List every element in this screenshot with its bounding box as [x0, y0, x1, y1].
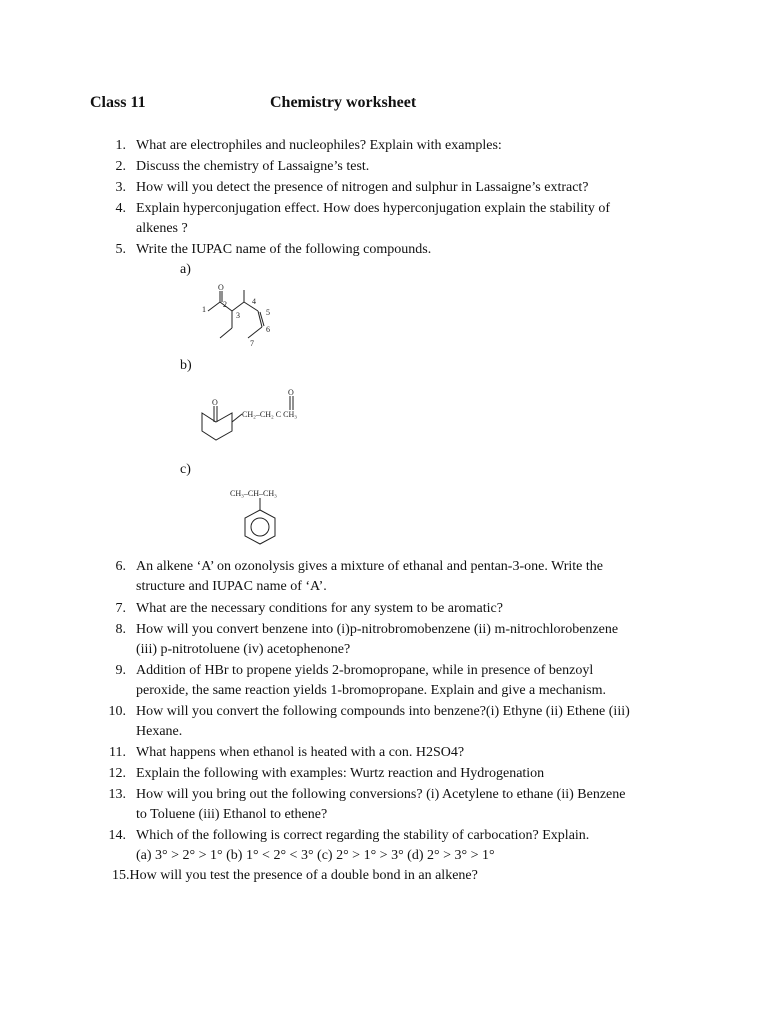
structure-a — [196, 282, 286, 352]
question-text: (a) 3° > 2° > 1° (b) 1° < 2° < 3° (c) 2° > 1° > 3° (d) 2° > 3° > 1° — [136, 848, 495, 863]
structure-a-label: 6 — [266, 325, 270, 334]
question-text: What are the necessary conditions for any system to be aromatic? — [136, 601, 503, 616]
question-number: 5. — [115, 242, 126, 257]
question-text: to Toluene (iii) Ethanol to ethene? — [136, 807, 328, 822]
question-text: What happens when ethanol is heated with a con. H2SO4? — [136, 745, 465, 760]
sublabel-a: a) — [180, 262, 191, 277]
structure-b-oxygen: O — [212, 398, 218, 407]
question-text: alkenes ? — [136, 221, 188, 236]
question-text: Discuss the chemistry of Lassaigne’s test. — [136, 159, 370, 174]
question-text: Addition of HBr to propene yields 2-bromopropane, while in presence of benzoyl — [136, 663, 594, 678]
question-text: 15.How will you test the presence of a double bond in an alkene? — [112, 868, 478, 883]
sublabel-b: b) — [180, 358, 192, 373]
question-number: 6. — [115, 559, 126, 574]
question-text: Write the IUPAC name of the following compounds. — [136, 242, 432, 257]
structure-a-label: 7 — [250, 339, 254, 348]
question-number: 11. — [109, 745, 126, 760]
question-number: 13. — [108, 787, 126, 802]
structure-a-label: 4 — [252, 297, 256, 306]
question-number: 14. — [108, 828, 126, 843]
structure-a-label: 2 — [223, 300, 227, 309]
class-label: Class 11 — [90, 94, 146, 111]
question-text: Hexane. — [136, 724, 183, 739]
structure-c — [222, 480, 332, 554]
question-number: 2. — [115, 159, 126, 174]
question-text: Which of the following is correct regarding the stability of carbocation? Explain. — [136, 828, 590, 843]
question-text: What are electrophiles and nucleophiles? Explain with examples: — [136, 138, 502, 153]
question-number: 12. — [108, 766, 126, 781]
structure-b-oxygen: O — [288, 388, 294, 397]
sublabel-c: c) — [180, 462, 191, 477]
question-text: How will you bring out the following conversions? (i) Acetylene to ethane (ii) Benzene — [136, 787, 626, 802]
question-text: How will you convert benzene into (i)p-nitrobromobenzene (ii) m-nitrochlorobenzene — [136, 622, 619, 637]
structure-a-label: 5 — [266, 308, 270, 317]
question-text: (iii) p-nitrotoluene (iv) acetophenone? — [136, 642, 351, 657]
question-number: 3. — [115, 180, 126, 195]
structure-a-label: 3 — [236, 311, 240, 320]
structure-a-oxygen: O — [218, 283, 224, 292]
question-number: 1. — [115, 138, 126, 153]
structure-a-label: 1 — [202, 305, 206, 314]
worksheet-title: Chemistry worksheet — [270, 94, 417, 111]
question-text: Explain hyperconjugation effect. How does hyperconjugation explain the stability of — [136, 201, 611, 216]
question-number: 8. — [115, 622, 126, 637]
question-15 — [112, 866, 478, 886]
question-number: 9. — [115, 663, 126, 678]
question-text: How will you convert the following compounds into benzene?(i) Ethyne (ii) Ethene (iii) — [136, 704, 630, 719]
question-text: How will you detect the presence of nitrogen and sulphur in Lassaigne’s extract? — [136, 180, 589, 195]
question-text: Explain the following with examples: Wurtz reaction and Hydrogenation — [136, 766, 545, 781]
question-number: 4. — [115, 201, 126, 216]
question-text: structure and IUPAC name of ‘A’. — [136, 579, 327, 594]
structure-c-chain: CH₃–CH–CH₃ — [230, 489, 277, 498]
question-number: 10. — [108, 704, 126, 719]
structure-b-chain: CH₂–CH₂ C CH₃ — [242, 410, 298, 419]
worksheet-header — [90, 94, 690, 116]
structure-b — [196, 384, 336, 460]
question-text: peroxide, the same reaction yields 1-bromopropane. Explain and give a mechanism. — [136, 683, 607, 698]
question-text: An alkene ‘A’ on ozonolysis gives a mixture of ethanal and pentan-3-one. Write the — [136, 559, 603, 574]
question-number: 7. — [115, 601, 126, 616]
